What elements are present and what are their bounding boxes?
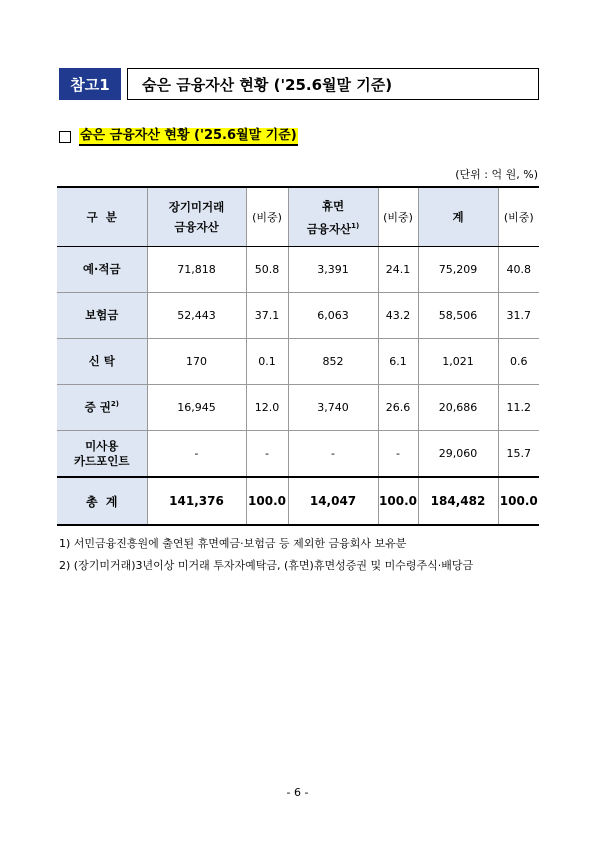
cell-v3: 1,021 <box>418 339 498 385</box>
total-r2: 100.0 <box>378 477 418 525</box>
cell-v1: 71,818 <box>147 247 246 293</box>
cell-r3: 11.2 <box>498 385 539 431</box>
table-row <box>57 247 539 293</box>
reference-badge: 참고1 <box>59 68 121 100</box>
cell-r1: - <box>246 431 288 478</box>
header-dormant-long: 장기미거래 금융자산 <box>147 187 246 247</box>
total-v3: 184,482 <box>418 477 498 525</box>
cell-v3: 29,060 <box>418 431 498 478</box>
cell-v2: 3,740 <box>288 385 378 431</box>
header-category: 구 분 <box>57 187 147 247</box>
table-row <box>57 431 539 478</box>
row-label <box>57 293 147 339</box>
cell-r2: 26.6 <box>378 385 418 431</box>
header-ratio-2: (비중) <box>378 187 418 247</box>
cell-r2: 43.2 <box>378 293 418 339</box>
cell-v2: - <box>288 431 378 478</box>
row-label-text: 증 권 <box>84 400 111 414</box>
cell-r1: 50.8 <box>246 247 288 293</box>
table-total-row <box>57 477 539 525</box>
footnote-1: 1) 서민금융진흥원에 출연된 휴면예금·보험금 등 제외한 금융회사 보유분 <box>59 537 407 550</box>
unit-label: (단위 : 억 원, %) <box>455 168 538 181</box>
header-dormant-text: 휴면 금융자산 <box>306 198 352 236</box>
row-label <box>57 385 147 431</box>
cell-v3: 20,686 <box>418 385 498 431</box>
assets-table <box>57 186 539 526</box>
footnote-2: 2) (장기미거래)3년이상 미거래 투자자예탁금, (휴면)휴면성증권 및 미수령주식·배당금 <box>59 559 474 572</box>
cell-v2: 6,063 <box>288 293 378 339</box>
total-v2: 14,047 <box>288 477 378 525</box>
table-row <box>57 385 539 431</box>
square-bullet-icon <box>59 131 71 143</box>
cell-v1: 16,945 <box>147 385 246 431</box>
row-label <box>57 339 147 385</box>
header-ratio-3: (비중) <box>498 187 539 247</box>
total-label: 총 계 <box>57 477 147 525</box>
footnotes <box>59 533 473 577</box>
table-header-row <box>57 187 539 247</box>
row-label-text: 미사용 카드포인트 <box>73 438 130 468</box>
cell-r3: 40.8 <box>498 247 539 293</box>
header-dormant <box>288 187 378 247</box>
cell-v3: 58,506 <box>418 293 498 339</box>
header-ratio-1: (비중) <box>246 187 288 247</box>
row-label <box>57 431 147 478</box>
cell-v3: 75,209 <box>418 247 498 293</box>
total-r1: 100.0 <box>246 477 288 525</box>
subtitle <box>59 128 298 146</box>
cell-r1: 0.1 <box>246 339 288 385</box>
subtitle-text: 숨은 금융자산 현황 ('25.6월말 기준) <box>79 128 298 146</box>
cell-r1: 37.1 <box>246 293 288 339</box>
row-footnote-mark: 2) <box>110 400 119 409</box>
row-label <box>57 247 147 293</box>
cell-r2: 24.1 <box>378 247 418 293</box>
row-label-text: 예·적금 <box>82 262 121 276</box>
header-dormant-footnote: 1) <box>351 221 360 230</box>
section-header <box>59 68 539 100</box>
cell-r3: 31.7 <box>498 293 539 339</box>
cell-v2: 3,391 <box>288 247 378 293</box>
cell-r3: 0.6 <box>498 339 539 385</box>
cell-v1: 170 <box>147 339 246 385</box>
page-number: - 6 - <box>286 786 309 799</box>
cell-v1: - <box>147 431 246 478</box>
section-title: 숨은 금융자산 현황 ('25.6월말 기준) <box>127 68 539 100</box>
cell-v1: 52,443 <box>147 293 246 339</box>
header-total: 계 <box>418 187 498 247</box>
table-row <box>57 339 539 385</box>
cell-r1: 12.0 <box>246 385 288 431</box>
total-v1: 141,376 <box>147 477 246 525</box>
row-label-text: 보험금 <box>85 308 119 322</box>
cell-v2: 852 <box>288 339 378 385</box>
cell-r2: 6.1 <box>378 339 418 385</box>
cell-r2: - <box>378 431 418 478</box>
table-row <box>57 293 539 339</box>
cell-r3: 15.7 <box>498 431 539 478</box>
total-r3: 100.0 <box>498 477 539 525</box>
row-label-text: 신 탁 <box>88 354 115 368</box>
